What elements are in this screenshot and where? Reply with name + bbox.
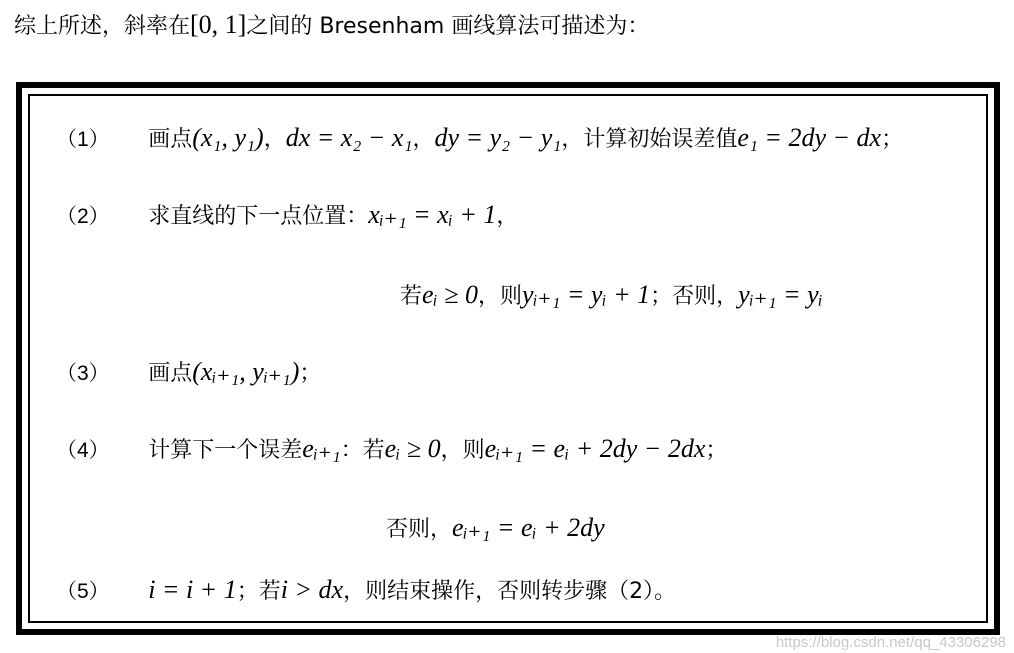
step-2-cond-formula-3: yᵢ₊₁ = yᵢ bbox=[738, 280, 823, 309]
step-2-text-2: ， bbox=[496, 204, 519, 229]
intro-interval: [0, 1] bbox=[190, 10, 247, 39]
step-4-text-1: 计算下一个误差 bbox=[148, 438, 303, 463]
step-4-formula-1: eᵢ₊₁ bbox=[302, 434, 341, 463]
step-4-formula-3: eᵢ₊₁ = eᵢ + 2dy − 2dx bbox=[484, 434, 706, 463]
step-5-formula-2: i > dx bbox=[280, 575, 344, 604]
step-2-cond-text-2: ，则 bbox=[477, 284, 522, 309]
step-2-formula-1: xᵢ₊₁ = xᵢ + 1 bbox=[368, 200, 497, 229]
step-5-number: （5） bbox=[56, 580, 110, 603]
step-5 bbox=[56, 574, 676, 605]
watermark-text: https://blog.csdn.net/qq_43306298 bbox=[775, 634, 1006, 651]
step-5-formula-1: i = i + 1 bbox=[148, 575, 237, 604]
step-1-number: （1） bbox=[56, 128, 110, 151]
step-4-else-formula: eᵢ₊₁ = eᵢ + 2dy bbox=[452, 513, 605, 542]
step-2-cond-text-3: ；否则， bbox=[650, 284, 739, 309]
step-3-number: （3） bbox=[56, 362, 110, 385]
step-2-cond-formula-1: eᵢ ≥ 0 bbox=[422, 280, 478, 309]
step-4-number: （4） bbox=[56, 439, 110, 462]
step-4-text-3: ，则 bbox=[440, 438, 485, 463]
step-4-formula-2: eᵢ ≥ 0 bbox=[384, 434, 441, 463]
intro-text bbox=[14, 8, 649, 44]
step-4-text-2: ：若 bbox=[340, 438, 385, 463]
step-4-else-text: 否则， bbox=[386, 517, 453, 542]
step-1-text-4: ，计算初始误差值 bbox=[561, 127, 738, 152]
step-3-formula-1: (xᵢ₊₁, yᵢ₊₁) bbox=[192, 357, 300, 386]
step-2-condition bbox=[400, 279, 823, 310]
step-5-text-1: ；若 bbox=[236, 579, 281, 604]
step-4 bbox=[56, 433, 727, 464]
step-5-text-2: ，则结束操作，否则转步骤（2）。 bbox=[343, 579, 677, 604]
step-2-cond-prefix: 若 bbox=[400, 284, 423, 309]
step-1-text-3: ， bbox=[412, 127, 435, 152]
step-3-text-2: ； bbox=[299, 361, 322, 386]
step-2-number: （2） bbox=[56, 205, 110, 228]
step-1-formula-2: dx = x₂ − x₁ bbox=[285, 123, 413, 152]
step-3-text-1: 画点 bbox=[148, 361, 193, 386]
step-2-cond-formula-2: yᵢ₊₁ = yᵢ + 1 bbox=[521, 280, 651, 309]
step-1-text-2: ， bbox=[263, 127, 286, 152]
step-2 bbox=[56, 199, 518, 230]
step-2-text-1: 求直线的下一点位置： bbox=[148, 204, 369, 229]
step-1-text-1: 画点 bbox=[148, 127, 193, 152]
intro-prefix: 综上所述，斜率在 bbox=[14, 14, 191, 39]
step-1 bbox=[56, 122, 903, 153]
step-4-text-4: ； bbox=[705, 438, 728, 463]
step-1-text-5: ； bbox=[881, 127, 904, 152]
step-1-formula-1: (x₁, y₁) bbox=[192, 123, 264, 152]
step-1-formula-3: dy = y₂ − y₁ bbox=[434, 123, 562, 152]
step-1-formula-4: e₁ = 2dy − dx bbox=[737, 123, 882, 152]
step-4-else bbox=[386, 512, 605, 543]
intro-suffix: 之间的 Bresenham 画线算法可描述为： bbox=[246, 14, 650, 39]
step-3 bbox=[56, 356, 321, 387]
